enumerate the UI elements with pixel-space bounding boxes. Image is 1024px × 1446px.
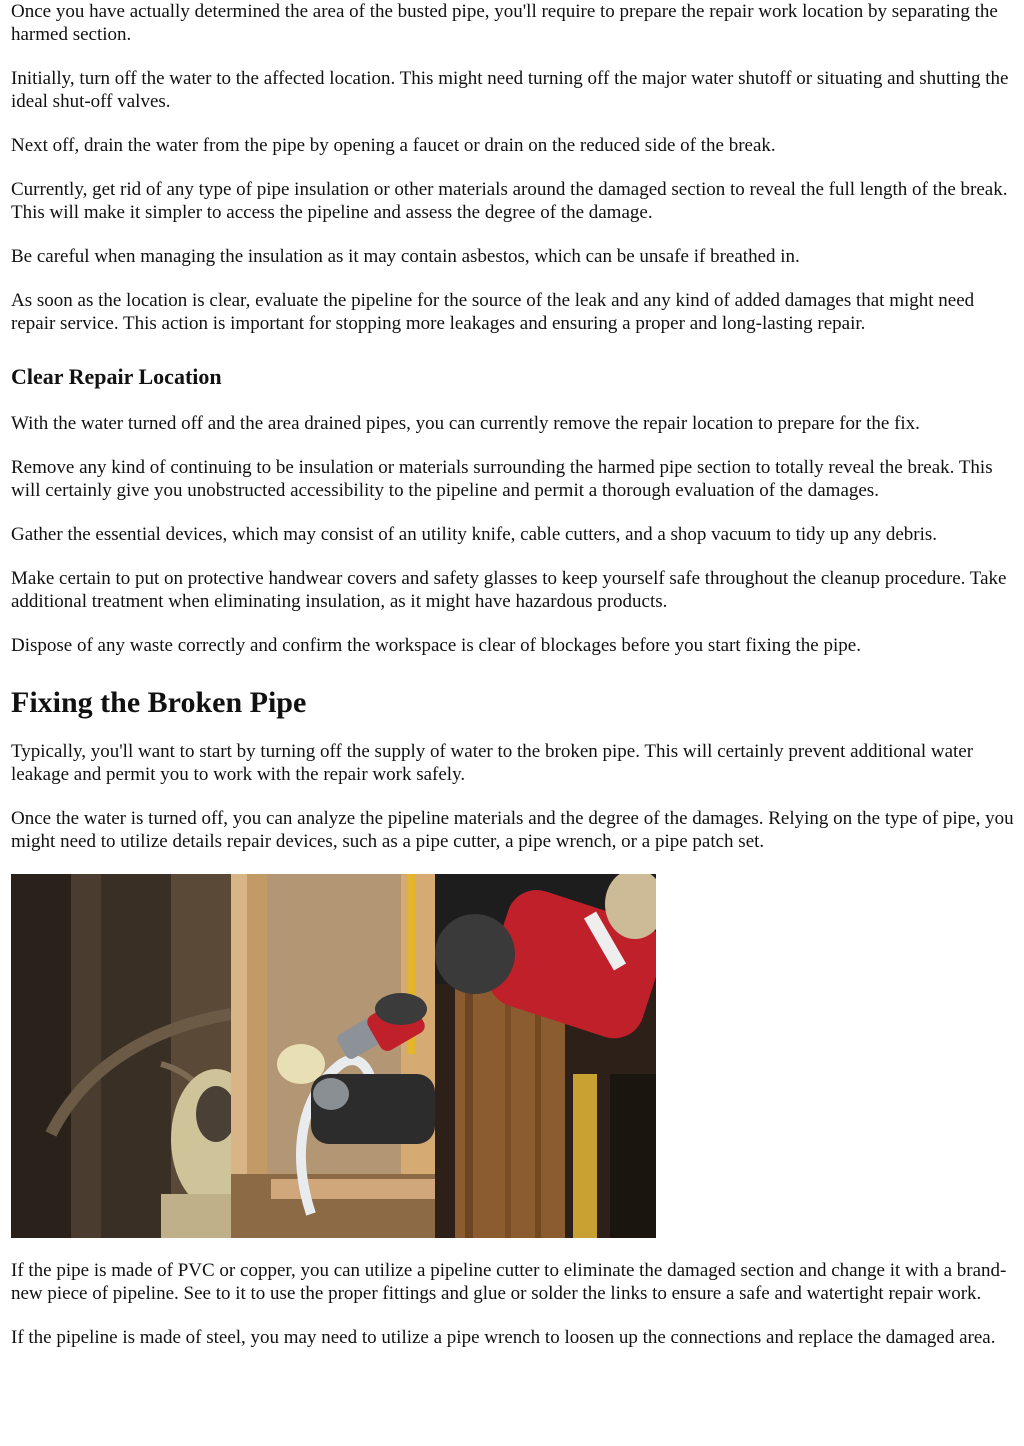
paragraph: Currently, get rid of any type of pipe insulation or other materials around the damaged section to reveal the full length of the break. This will make it simpler to access the pipeline and assess the degree of the damage. xyxy=(11,179,1008,223)
paragraph: Once the water is turned off, you can analyze the pipeline materials and the degree of the damages. Relying on the type of pipe, you might need to utilize details repair devices, such as a pipe cutter, a pipe wrench, or a pipe patch set. xyxy=(11,808,1014,852)
studs-illustration xyxy=(11,874,231,1238)
paragraph: Typically, you'll want to start by turning off the supply of water to the broken pipe. This will certainly prevent additional water leakage and permit you to work with the repair work safely. xyxy=(11,741,974,785)
paragraph: As soon as the location is clear, evaluate the pipeline for the source of the leak and any kind of added damages that might need repair service. This action is important for stopping more leakages and ensuring a proper and long-lasting repair. xyxy=(11,290,975,334)
pex-illustration xyxy=(231,874,435,1238)
photo-panel-pex-expander xyxy=(231,874,435,1238)
paragraph: With the water turned off and the area drained pipes, you can currently remove the repair location to prepare for the fix. xyxy=(11,413,920,434)
photo-panel-cutter-tool xyxy=(435,874,656,1238)
paragraph: Remove any kind of continuing to be insulation or materials surrounding the harmed pipe section to totally reveal the break. This will certainly give you unobstructed accessibility to the pipeline and permit a thorough evaluation of the damages. xyxy=(11,457,993,501)
paragraph: Next off, drain the water from the pipe by opening a faucet or drain on the reduced side of the break. xyxy=(11,135,776,156)
paragraph: If the pipe is made of PVC or copper, you can utilize a pipeline cutter to eliminate the damaged section and change it with a brand-new piece of pipeline. See to it to use the proper fittings and glue or solder the links to ensure a safe and watertight repair work. xyxy=(11,1260,1007,1304)
paragraph: Initially, turn off the water to the affected location. This might need turning off the major water shutoff or situating and shutting the ideal shut-off valves. xyxy=(11,68,1009,112)
paragraph: Make certain to put on protective handwear covers and safety glasses to keep yourself safe throughout the cleanup procedure. Take additional treatment when eliminating insulation, as it might have hazardous products. xyxy=(11,568,1007,612)
paragraph: Be careful when managing the insulation as it may contain asbestos, which can be unsafe if breathed in. xyxy=(11,246,800,267)
article-body xyxy=(11,0,1016,1370)
section-heading-clear-repair-location: Clear Repair Location xyxy=(11,364,222,389)
pipe-repair-photo-collage xyxy=(11,874,656,1238)
paragraph: If the pipeline is made of steel, you may need to utilize a pipe wrench to loosen up the connections and replace the damaged area. xyxy=(11,1327,996,1348)
photo-panel-studs xyxy=(11,874,231,1238)
paragraph: Dispose of any waste correctly and confirm the workspace is clear of blockages before you start fixing the pipe. xyxy=(11,635,861,656)
cutter-illustration xyxy=(435,874,656,1238)
paragraph: Once you have actually determined the area of the busted pipe, you'll require to prepare the repair work location by separating the harmed section. xyxy=(11,1,998,45)
paragraph: Gather the essential devices, which may consist of an utility knife, cable cutters, and a shop vacuum to tidy up any debris. xyxy=(11,524,937,545)
section-heading-fixing-the-broken-pipe: Fixing the Broken Pipe xyxy=(11,686,307,719)
